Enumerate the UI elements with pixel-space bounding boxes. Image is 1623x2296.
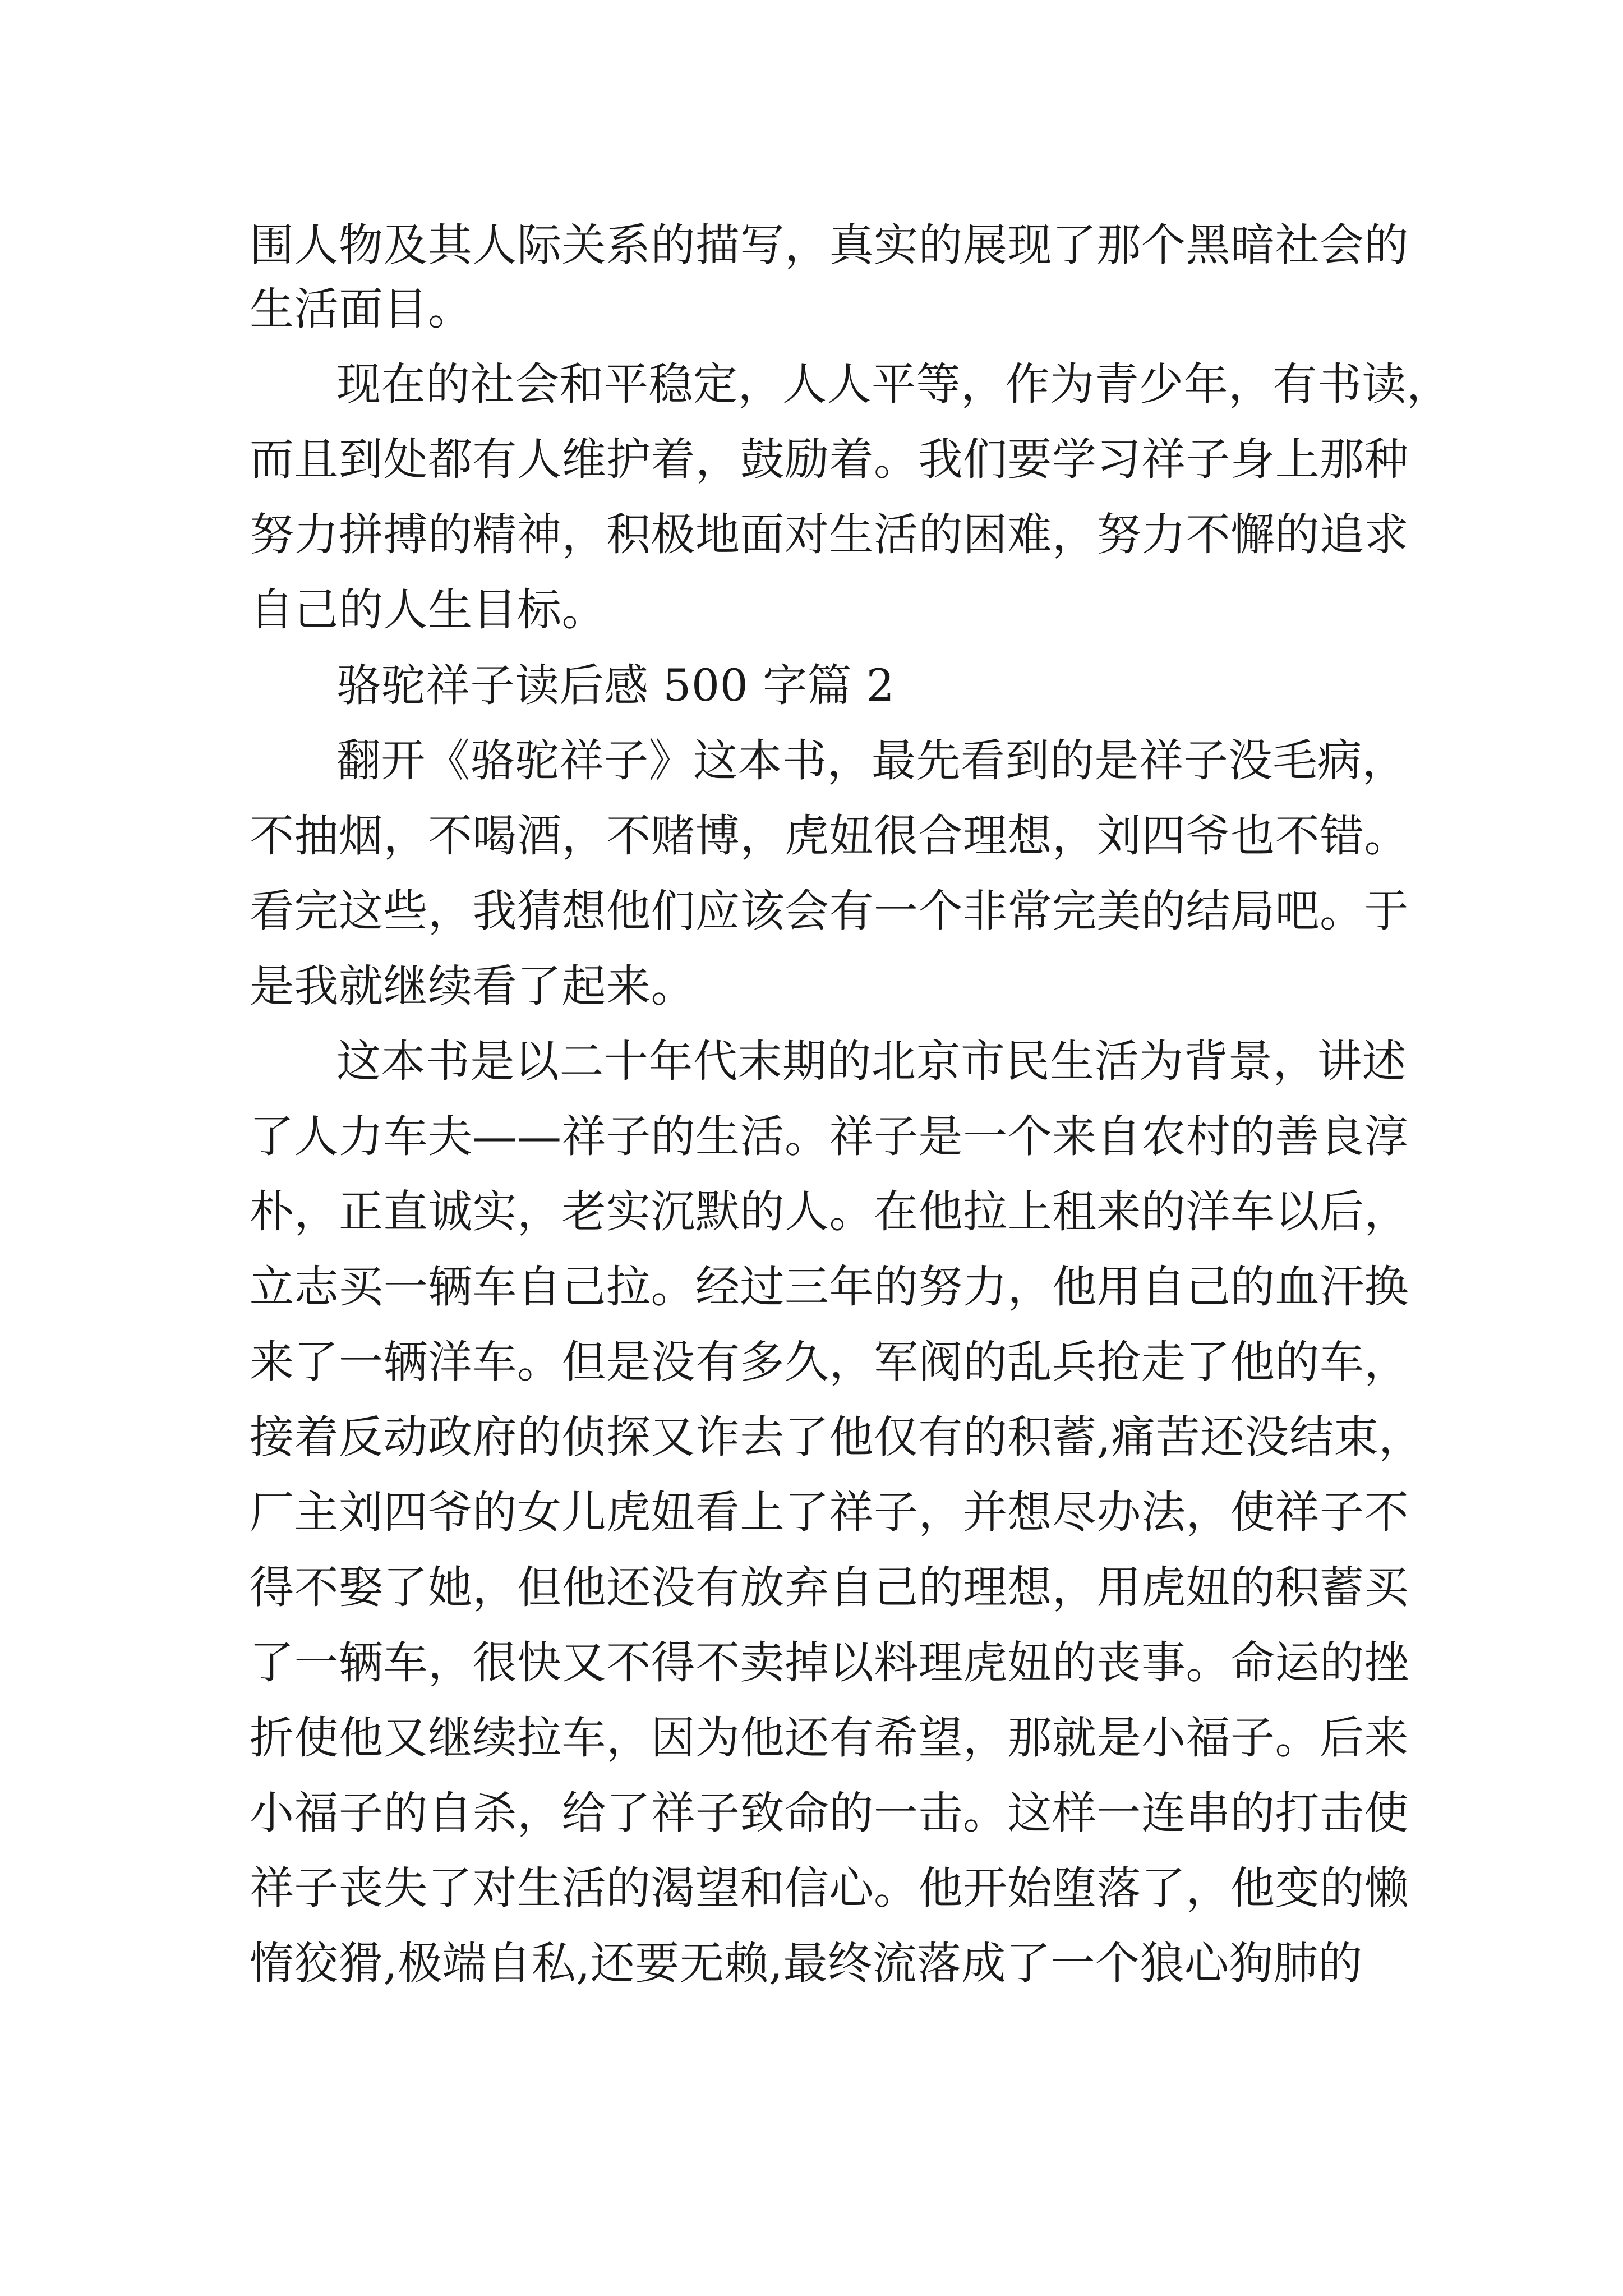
text-line: 围人物及其人际关系的描写，真实的展现了那个黑暗社会的 (250, 219, 1409, 271)
text-line: 立志买一辆车自己拉。经过三年的努力，他用自己的血汗换 (250, 1261, 1409, 1313)
text-line: 惰狡猾,极端自私,还要无赖,最终流落成了一个狼心狗肺的 (250, 1938, 1363, 1989)
text-line: 努力拼搏的精神，积极地面对生活的困难，努力不懈的追求 (250, 509, 1409, 560)
text-line: 不抽烟，不喝酒，不赌博，虎妞很合理想，刘四爷也不错。 (250, 810, 1409, 862)
text-line: 看完这些，我猜想他们应该会有一个非常完美的结局吧。于 (250, 885, 1409, 937)
paragraph-start-line: 这本书是以二十年代末期的北京市民生活为背景，讲述 (336, 1036, 1407, 1087)
text-line: 是我就继续看了起来。 (250, 960, 695, 1012)
paragraph-start-line: 翻开《骆驼祥子》这本书，最先看到的是祥子没毛病， (336, 735, 1407, 786)
text-line: 小福子的自杀，给了祥子致命的一击。这样一连串的打击使 (250, 1787, 1409, 1839)
text-line: 来了一辆洋车。但是没有多久，军阀的乱兵抢走了他的车， (250, 1336, 1409, 1388)
text-line: 了一辆车，很快又不得不卖掉以料理虎妞的丧事。命运的挫 (250, 1637, 1409, 1688)
text-line: 生活面目。 (250, 283, 473, 335)
text-line: 而且到处都有人维护着，鼓励着。我们要学习祥子身上那种 (250, 434, 1409, 485)
section-heading: 骆驼祥子读后感 500 字篇 2 (336, 660, 895, 711)
text-line: 得不娶了她，但他还没有放弃自己的理想，用虎妞的积蓄买 (250, 1562, 1409, 1613)
text-line: 祥子丧失了对生活的渴望和信心。他开始堕落了，他变的懒 (250, 1862, 1409, 1914)
text-line: 自己的人生目标。 (250, 584, 606, 636)
text-line: 厂主刘四爷的女儿虎妞看上了祥子，并想尽办法，使祥子不 (250, 1487, 1409, 1538)
text-line: 朴，正直诚实，老实沉默的人。在他拉上租来的洋车以后， (250, 1186, 1409, 1237)
text-line: 折使他又继续拉车，因为他还有希望，那就是小福子。后来 (250, 1712, 1409, 1764)
text-line: 了人力车夫——祥子的生活。祥子是一个来自农村的善良淳 (250, 1111, 1409, 1162)
paragraph-start-line: 现在的社会和平稳定，人人平等，作为青少年，有书读， (336, 358, 1451, 410)
text-line: 接着反动政府的侦探又诈去了他仅有的积蓄,痛苦还没结束， (250, 1411, 1423, 1463)
